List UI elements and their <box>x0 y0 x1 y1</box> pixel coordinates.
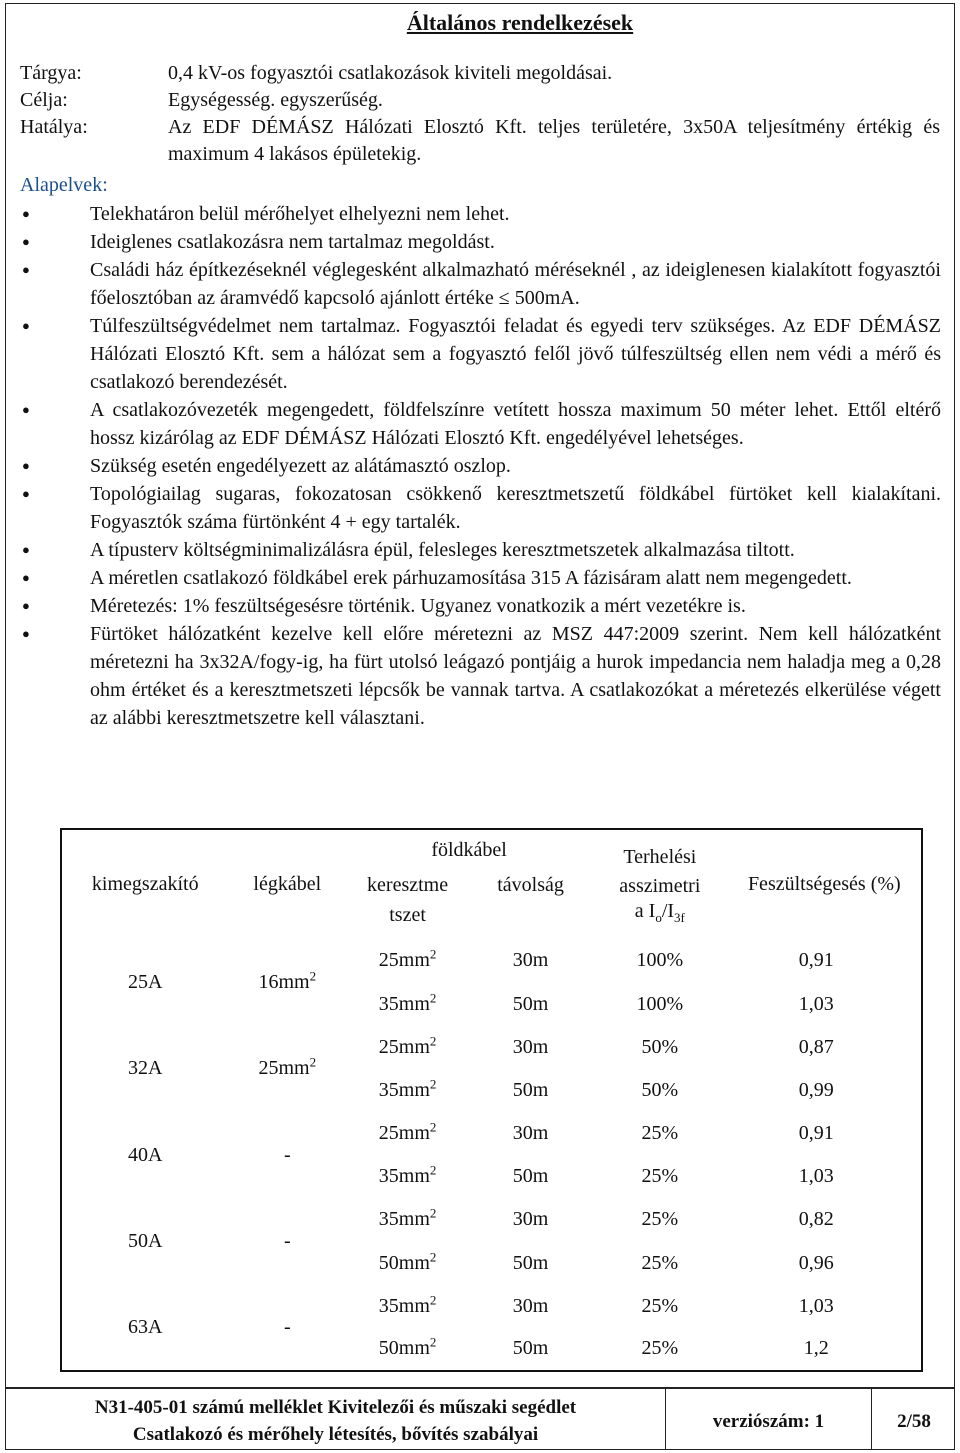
list-item: ● Szükség esetén engedélyezett az alátámasztó oszlop. <box>20 452 941 480</box>
voltage-drop-cell: 0,96 <box>798 1251 834 1274</box>
header-load-asymmetry <box>592 829 728 939</box>
cross-section-cell: $35mm^2$ <box>378 1076 437 1101</box>
footer-line2: Csatlakozó és mérőhely létesítés, bővítés szabályai <box>132 1424 539 1445</box>
list-item: ● Ideiglenes csatlakozásra nem tartalmaz megoldást. <box>20 228 941 256</box>
load-cell: 50% <box>641 1035 679 1058</box>
breaker-cell: 40A <box>128 1143 163 1166</box>
header-cross-section: keresztmetszet <box>367 874 449 927</box>
meta-value: 0,4 kV-os fogyasztói csatlakozások kiviteli megoldásai. <box>168 62 613 84</box>
principles-heading: Alapelvek: <box>20 174 108 196</box>
load-cell: 25% <box>641 1165 679 1188</box>
distance-cell: 30m <box>512 1294 549 1317</box>
table-row <box>61 1026 922 1069</box>
voltage-drop-cell: 0,82 <box>798 1208 834 1231</box>
load-line1: Terhelési <box>623 846 697 869</box>
header-distance: távolság <box>497 874 564 897</box>
meta-key: Célja: <box>20 89 68 111</box>
cross-section-cell: $35mm^2$ <box>378 1205 437 1231</box>
cross-section-cell: $50mm^2$ <box>378 1248 437 1274</box>
header-voltage-drop: Feszültségesés (%) <box>747 873 901 896</box>
list-item: ● A csatlakozóvezeték megengedett, földfelszínre vetített hossza maximum 50 méter lehet. Ettől eltérő hossz kizárólag az EDF DÉMÁSZ Hálózati Elosztó Kft. engedélyével lehetséges. <box>20 396 941 452</box>
header-overhead: légkábel <box>253 873 322 896</box>
load-cell: 50% <box>641 1078 679 1101</box>
table-row <box>61 939 922 982</box>
distance-cell: 50m <box>512 992 549 1015</box>
cross-section-cell: $25mm^2$ <box>378 1119 437 1145</box>
distance-cell: 30m <box>512 1122 549 1145</box>
load-cell: 25% <box>641 1251 679 1274</box>
meta-value: Egységesség. egyszerűség. <box>168 89 383 111</box>
voltage-drop-cell: 0,91 <box>798 949 834 972</box>
load-cell: 25% <box>641 1294 679 1317</box>
load-line2: asszimetri <box>619 875 701 898</box>
breaker-cell: 50A <box>128 1230 163 1252</box>
meta-row-scope <box>20 114 940 168</box>
cross-section-cell: $35mm^2$ <box>378 1292 437 1317</box>
footer-version: verziószám: 1 <box>666 1389 872 1449</box>
table-row <box>61 1198 922 1241</box>
table-header-row <box>61 829 922 939</box>
meta-key: Hatálya: <box>20 116 88 138</box>
meta-value: Az EDF DÉMÁSZ Hálózati Elosztó Kft. teljes területére, 3x50A teljesítmény értékig és maximum 4 lakásos épületekig. <box>168 116 940 165</box>
list-item: ● Telekhatáron belül mérőhelyet elhelyezni nem lehet. <box>20 200 941 228</box>
footer-page-number: 2/58 <box>897 1411 931 1432</box>
list-item: ● Családi ház építkezéseknél véglegesként alkalmazható méréseknél , az ideiglenesen kialakított fogyasztói főelosztóban az áramvédő kapcsoló ajánlott értéke ≤ 500mA. <box>20 256 941 312</box>
load-ratio: a $I_o/I_{3f}$ <box>634 900 685 926</box>
overhead-cell: - <box>283 1143 291 1166</box>
overhead-cell: - <box>283 1230 291 1252</box>
list-item: ● Topológiailag sugaras, fokozatosan csökkenő keresztmetszetű földkábel fürtöket kell kialakítani. Fogyasztók száma fürtönként 4 + egy tartalék. <box>20 480 941 536</box>
distance-cell: 50m <box>512 1165 549 1188</box>
voltage-drop-cell: 1,03 <box>798 1294 834 1317</box>
dimensioning-table <box>60 828 923 1372</box>
cross-section-cell: $50mm^2$ <box>378 1334 437 1360</box>
footer-document-title <box>6 1389 666 1449</box>
cross-section-cell: $25mm^2$ <box>378 1033 437 1058</box>
load-cell: 25% <box>641 1208 679 1231</box>
load-cell: 25% <box>641 1122 679 1145</box>
voltage-drop-cell: 0,87 <box>798 1035 834 1058</box>
overhead-cell: $16mm^2$ <box>258 968 317 994</box>
breaker-cell: 63A <box>128 1315 163 1338</box>
breaker-cell: 25A <box>128 971 163 994</box>
cross-section-cell: $25mm^2$ <box>378 946 437 972</box>
header-underground <box>346 829 592 939</box>
voltage-drop-cell: 0,99 <box>798 1078 834 1101</box>
voltage-drop-cell: 1,03 <box>798 992 834 1015</box>
page-footer <box>5 1388 955 1450</box>
underground-label: földkábel <box>431 839 507 862</box>
meta-key: Tárgya: <box>20 62 82 84</box>
distance-cell: 50m <box>512 1078 549 1101</box>
list-item: ● A méretlen csatlakozó földkábel erek párhuzamosítása 315 A fázisáram alatt nem megengedett. <box>20 564 941 592</box>
meta-row-subject <box>20 60 940 87</box>
overhead-cell: - <box>283 1315 291 1338</box>
header-breaker: kimegszakító <box>91 873 199 896</box>
voltage-drop-cell: 0,91 <box>798 1122 834 1145</box>
meta-block <box>20 60 940 168</box>
distance-cell: 30m <box>512 949 549 972</box>
table-row <box>61 1112 922 1155</box>
distance-cell: 50m <box>512 1337 549 1360</box>
list-item: ● Túlfeszültségvédelmet nem tartalmaz. Fogyasztói feladat és egyedi terv szükséges. Az EDF DÉMÁSZ Hálózati Elosztó Kft. sem a hálózat sem a fogyasztó felől jövő túlfeszültség ellen nem védi a mérő és csatlakozó berendezését. <box>20 312 941 396</box>
principles-list <box>20 200 941 732</box>
voltage-drop-cell: 1,03 <box>798 1165 834 1188</box>
footer-line1: N31-405-01 számú melléklet Kivitelezői és műszaki segédlet <box>94 1397 577 1418</box>
table-row <box>61 1285 922 1328</box>
load-cell: 25% <box>641 1337 679 1360</box>
cross-section-cell: $35mm^2$ <box>378 1162 437 1188</box>
load-cell: 100% <box>636 949 684 972</box>
list-item: ● Fürtöket hálózatként kezelve kell előre méretezni az MSZ 447:2009 szerint. Nem kell hálózatként méretezni ha 3x32A/fogy-ig, ha fürt utolsó leágazó pontjáig a hurok impedancia nem haladja meg a 0,28 ohm értéket és a keresztmetszeti lépcsők be vannak tartva. A csatlakozókat a méretezés elkerülése végett az alábbi keresztmetszetre kell választani. <box>20 620 941 732</box>
meta-row-purpose <box>20 87 940 114</box>
load-cell: 100% <box>636 992 684 1015</box>
list-item: ● Méretezés: 1% feszültségesésre történik. Ugyanez vonatkozik a mért vezetékre is. <box>20 592 941 620</box>
breaker-cell: 32A <box>128 1057 163 1080</box>
cross-section-cell: $35mm^2$ <box>378 989 437 1015</box>
overhead-cell: $25mm^2$ <box>258 1054 317 1080</box>
list-item: ● A típusterv költségminimalizálásra épül, felesleges keresztmetszetek alkalmazása tiltott. <box>20 536 941 564</box>
distance-cell: 50m <box>512 1251 549 1274</box>
distance-cell: 30m <box>512 1208 549 1231</box>
distance-cell: 30m <box>512 1035 549 1058</box>
page-title: Általános rendelkezések <box>406 10 634 35</box>
voltage-drop-cell: 1,2 <box>803 1337 829 1360</box>
